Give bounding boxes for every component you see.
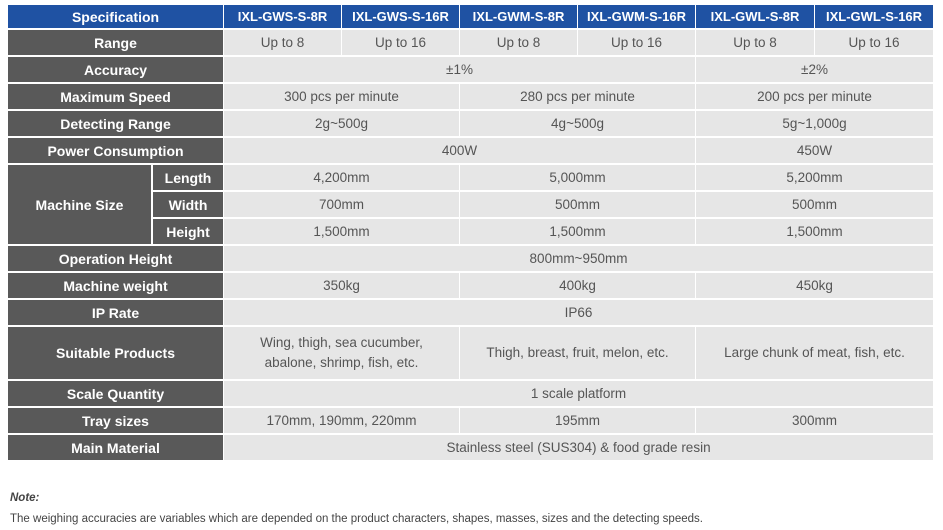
table-cell: 450W [696, 138, 934, 165]
cell-line: Wing, thigh, sea cucumber, [260, 335, 423, 350]
table-cell: Up to 8 [224, 30, 342, 57]
table-cell: 400W [224, 138, 696, 165]
table-cell: 300 pcs per minute [224, 84, 460, 111]
row-label: Machine weight [8, 273, 224, 300]
table-cell: 280 pcs per minute [460, 84, 696, 111]
table-cell [696, 327, 934, 381]
row-label: Operation Height [8, 246, 224, 273]
table-cell: Up to 16 [815, 30, 934, 57]
table-cell: 4g~500g [460, 111, 696, 138]
model-header: IXL-GWM-S-16R [578, 5, 696, 30]
table-cell: 400kg [460, 273, 696, 300]
table-cell: 1 scale platform [224, 381, 934, 408]
operation-height-row [8, 246, 934, 273]
sub-row-label: Height [152, 219, 224, 246]
table-cell: 200 pcs per minute [696, 84, 934, 111]
table-cell: 1,500mm [460, 219, 696, 246]
cell-line: Thigh, breast, fruit, melon, etc. [486, 345, 669, 360]
row-label: Scale Quantity [8, 381, 224, 408]
table-cell: 350kg [224, 273, 460, 300]
header-row [8, 5, 934, 30]
ip-rate-row [8, 300, 934, 327]
row-label: Maximum Speed [8, 84, 224, 111]
model-header: IXL-GWL-S-8R [696, 5, 815, 30]
detecting-range-row [8, 111, 934, 138]
row-label: Range [8, 30, 224, 57]
table-cell: 5,000mm [460, 165, 696, 192]
table-cell: Up to 8 [696, 30, 815, 57]
table-cell [224, 327, 460, 381]
machine-weight-row [8, 273, 934, 300]
table-cell: ±2% [696, 57, 934, 84]
suitable-products-row [8, 327, 934, 381]
table-cell: 450kg [696, 273, 934, 300]
max-speed-row [8, 84, 934, 111]
table-cell: ±1% [224, 57, 696, 84]
table-cell: 2g~500g [224, 111, 460, 138]
table-cell: 500mm [696, 192, 934, 219]
table-cell: Up to 8 [460, 30, 578, 57]
model-header: IXL-GWS-S-16R [342, 5, 460, 30]
model-header: IXL-GWM-S-8R [460, 5, 578, 30]
machine-size-length-row [8, 165, 934, 192]
accuracy-row [8, 57, 934, 84]
table-cell: 5g~1,000g [696, 111, 934, 138]
specification-table [8, 5, 934, 462]
scale-quantity-row [8, 381, 934, 408]
specification-header: Specification [8, 5, 224, 30]
table-cell: Up to 16 [342, 30, 460, 57]
table-cell: 4,200mm [224, 165, 460, 192]
note-title: Note: [10, 492, 40, 504]
table-cell: 5,200mm [696, 165, 934, 192]
row-label: Power Consumption [8, 138, 224, 165]
table-cell: 500mm [460, 192, 696, 219]
note-text: The weighing accuracies are variables which are depended on the product characters, shapes, masses, sizes and the detecting speeds. [10, 513, 703, 525]
row-label: Suitable Products [8, 327, 224, 381]
table-cell: Stainless steel (SUS304) & food grade resin [224, 435, 934, 462]
table-cell: 700mm [224, 192, 460, 219]
model-header: IXL-GWS-S-8R [224, 5, 342, 30]
row-label: Machine Size [8, 165, 152, 246]
table-cell: 1,500mm [224, 219, 460, 246]
row-label: IP Rate [8, 300, 224, 327]
range-row [8, 30, 934, 57]
table-cell: 1,500mm [696, 219, 934, 246]
power-row [8, 138, 934, 165]
table-cell: 800mm~950mm [224, 246, 934, 273]
table-cell: 300mm [696, 408, 934, 435]
table-cell: Up to 16 [578, 30, 696, 57]
row-label: Main Material [8, 435, 224, 462]
main-material-row [8, 435, 934, 462]
sub-row-label: Length [152, 165, 224, 192]
cell-line: Large chunk of meat, fish, etc. [724, 345, 905, 360]
table-cell: 195mm [460, 408, 696, 435]
sub-row-label: Width [152, 192, 224, 219]
table-cell: 170mm, 190mm, 220mm [224, 408, 460, 435]
row-label: Detecting Range [8, 111, 224, 138]
model-header: IXL-GWL-S-16R [815, 5, 934, 30]
row-label: Tray sizes [8, 408, 224, 435]
table-cell [460, 327, 696, 381]
tray-sizes-row [8, 408, 934, 435]
table-cell: IP66 [224, 300, 934, 327]
cell-line: abalone, shrimp, fish, etc. [264, 355, 419, 370]
row-label: Accuracy [8, 57, 224, 84]
